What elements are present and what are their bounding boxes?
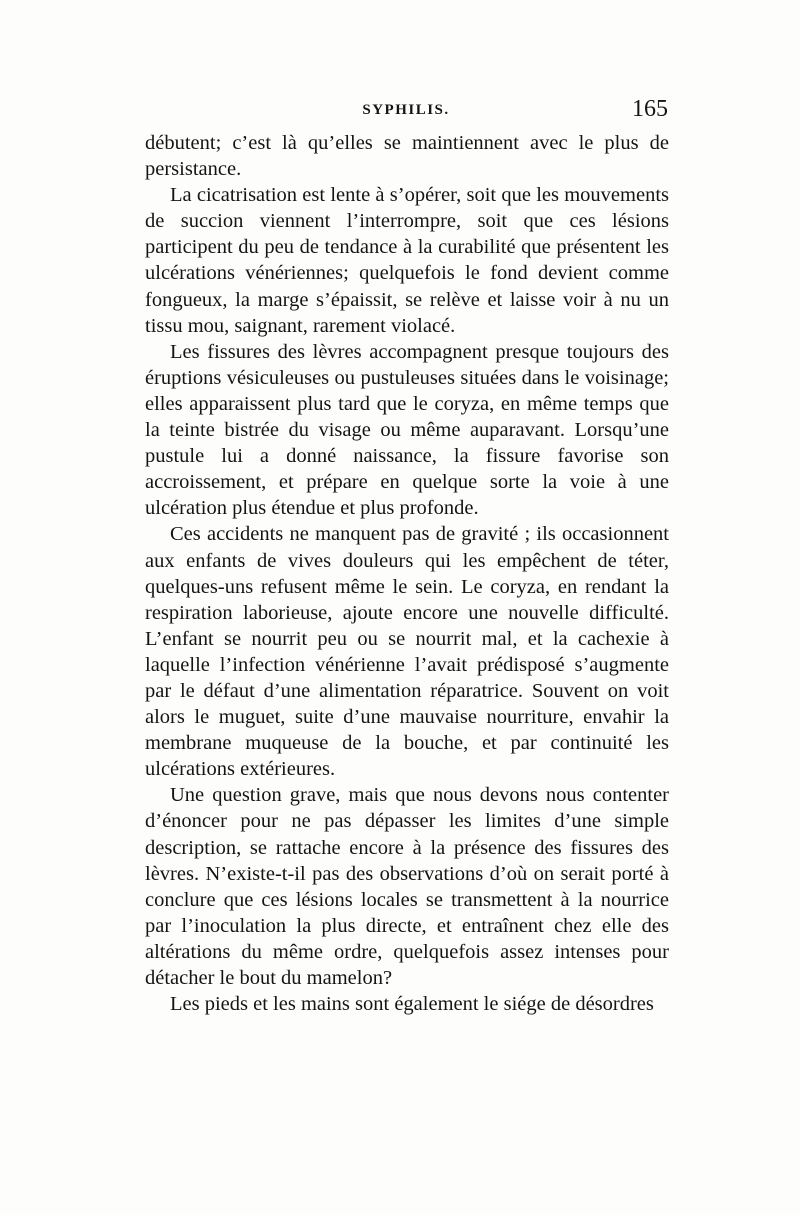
body-text xyxy=(145,130,669,1017)
page-number: 165 xyxy=(632,96,668,122)
paragraph: Les fissures des lèvres accompagnent presque toujours des éruptions vésiculeuses ou pustuleuses situées dans le voisinage; elles apparaissent plus tard que le coryza, en même temps que la teinte bistrée du visage ou même auparavant. Lorsqu’une pustule lui a donné naissance, la fissure favorise son accroissement, et prépare en quelque sorte la voie à une ulcération plus étendue et plus profonde. xyxy=(145,340,669,520)
paragraph: Ces accidents ne manquent pas de gravité ; ils occasionnent aux enfants de vives douleurs qui les empêchent de téter, quelques-uns refusent même le sein. Le coryza, en rendant la respiration laborieuse, ajoute encore une nouvelle difficulté. L’enfant se nourrit peu ou se nourrit mal, et la cachexie à laquelle l’infection vénérienne l’avait prédisposé s’augmente par le défaut d’une alimentation réparatrice. Souvent on voit alors le muguet, suite d’une mauvaise nourriture, envahir la membrane muqueuse de la bouche, et par continuité les ulcérations extérieures. xyxy=(145,523,669,781)
paragraph: débutent; c’est là qu’elles se maintiennent avec le plus de persistance. xyxy=(145,132,669,181)
paragraph: Une question grave, mais que nous devons nous contenter d’énoncer pour ne pas dépasser les limites d’une simple description, se rattache encore à la présence des fissures des lèvres. N’existe-t-il pas des observations d’où on serait porté à conclure que ces lésions locales se transmettent à la nourrice par l’inoculation la plus directe, et entraînent chez elle des altérations du même ordre, quelquefois assez intenses pour détacher le bout du mamelon? xyxy=(145,784,669,989)
paragraph: La cicatrisation est lente à s’opérer, soit que les mouvements de succion viennent l’interrompre, soit que ces lésions participent du peu de tendance à la curabilité que présentent les ulcérations vénériennes; quelquefois le fond devient comme fongueux, la marge s’épaissit, se relève et laisse voir à nu un tissu mou, saignant, rarement violacé. xyxy=(145,184,669,337)
running-head xyxy=(142,96,670,126)
paragraph: Les pieds et les mains sont également le siége de désordres xyxy=(170,993,654,1016)
running-title: SYPHILIS. xyxy=(362,102,450,118)
